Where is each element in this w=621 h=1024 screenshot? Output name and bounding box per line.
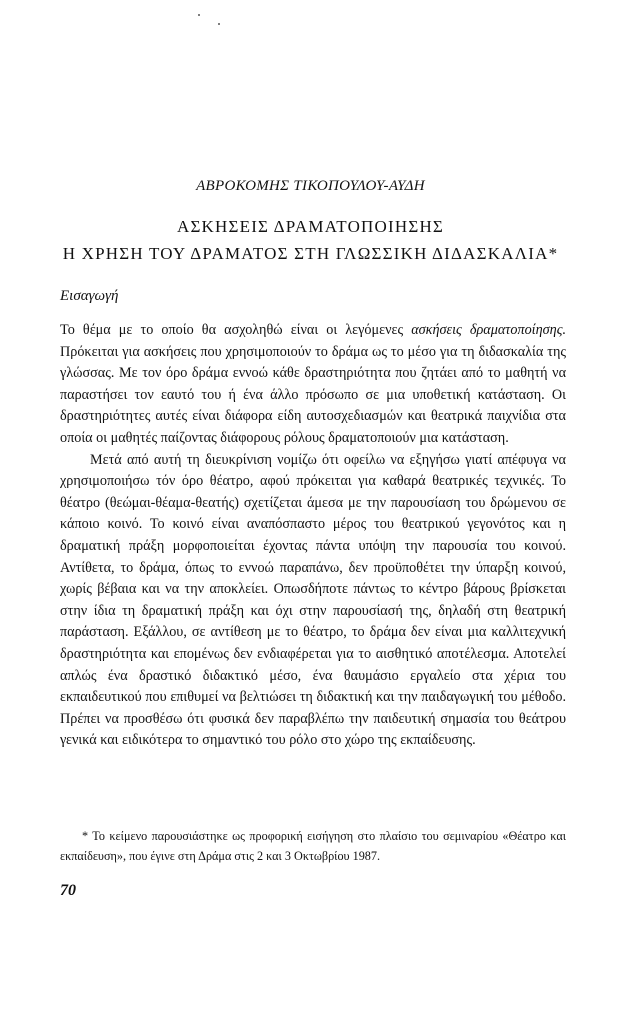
paragraph-1-rest: Πρόκειται για ασκήσεις που χρησιμοποιούν το δράμα ως το μέσο για τη διδασκαλία της γλώσσας. Με τον όρο δράμα εννοώ κάθε δραστηριότητα που ζητάει από το μαθητή να παραστήσει τον εαυτό του ή ένα άλλο πρόσωπο σε μια υποθετική κατάσταση. Οι δραστηριότητες αυτές είναι διάφορα είδη αυτοσχεδιασμών και θεατρικά παιχνίδια στα οποία οι μαθητές παίζοντας διάφορους ρόλους δραματοποιούν μια κατάσταση. [60,343,566,446]
footnote: * Το κείμενο παρουσιάστηκε ως προφορική εισήγηση στο πλαίσιο του σεμιναρίου «Θέατρο και εκπαίδευση», που έγινε στη Δράμα στις 2 και 3 Οκτωβρίου 1987. [60,829,566,863]
scan-speck [198,14,200,16]
scan-speck [218,23,220,25]
section-heading: Εισαγωγή [60,288,119,304]
paragraph-1 [60,320,566,450]
page-number: 70 [60,882,76,899]
paragraph-1-start: Το θέμα με το οποίο θα ασχοληθώ είναι οι λεγόμενες [60,322,412,338]
paragraph-2: Μετά από αυτή τη διευκρίνιση νομίζω ότι οφείλω να εξηγήσω γιατί απέφυγα να χρησιμοποιήσω τόν όρο θέατρο, αφού πρόκειται για καθαρά θεατρικές τεχνικές. Το θέατρο (θεώμαι-θέαμα-θεατής) σχετίζεται άμεσα με την παρουσίαση του δρώμενου σε κάποιο κοινό. Το κοινό είναι αναπόσπαστο μέρος του θεατρικού γεγονότος και η δραματική πράξη μορφοποιείται έχοντας πάντα υπόψη την παρουσία του κοινού. Αντίθετα, το δράμα, όπως το εννοώ παραπάνω, δεν προϋποθέτει την ύπαρξη κοινού, χωρίς βέβαια και να την αποκλείει. Οπωσδήποτε πάντως το κέντρο βάρους βρίσκεται στην ίδια τη δραματική πράξη και όχι στην παρουσίασή της, δηλαδή στη θεατρική παράσταση. Εξάλλου, σε αντίθεση με το θέατρο, το δράμα δεν είναι μια καλλιτεχνική δραστηριότητα και επομένως δεν ενδιαφέρεται για το αισθητικό αποτέλεσμα. Αποτελεί απλώς ένα δραστικό διδακτικό μέσο, ένα θαυμάσιο εργαλείο στα χέρια του εκπαιδευτικού που επιθυμεί να βελτιώσει τη διδακτική και την παιδαγωγική του μέθοδο. Πρέπει να προσθέσω ότι φυσικά δεν παραβλέπω την παιδευτική σημασία του θεάτρου γενικά και ειδικότερα το σημαντικό του ρόλο στο χώρο της εκπαίδευσης. [60,451,566,749]
paragraph-1-emphasis: ασκήσεις δραματοποίησης. [411,322,566,338]
title-line-2: Η ΧΡΗΣΗ ΤΟΥ ΔΡΑΜΑΤΟΣ ΣΤΗ ΓΛΩΣΣΙΚΗ ΔΙΔΑΣΚΑΛΙΑ* [62,244,559,263]
title-line-1: ΑΣΚΗΣΕΙΣ ΔΡΑΜΑΤΟΠΟΙΗΣΗΣ [176,217,445,236]
body-text [60,320,566,752]
article-title [40,213,581,267]
author-name: ΑΒΡΟΚΟΜΗΣ ΤΙΚΟΠΟΥΛΟΥ-ΑΥΔΗ [196,178,425,194]
